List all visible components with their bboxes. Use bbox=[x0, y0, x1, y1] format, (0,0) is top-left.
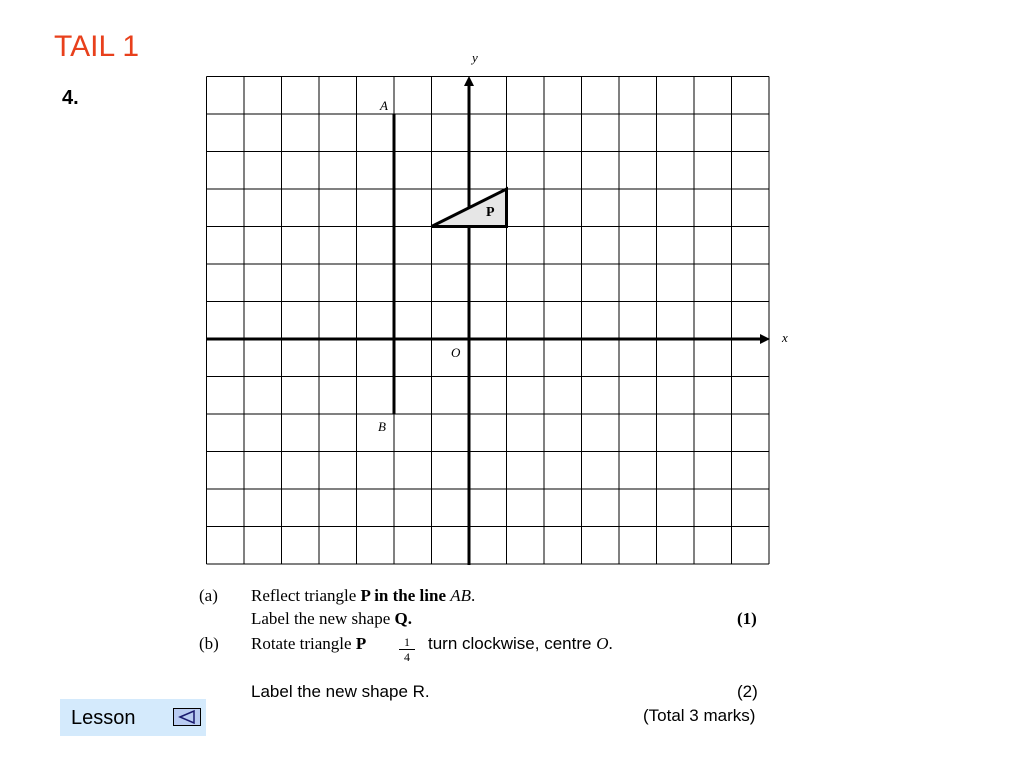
fraction-numerator: 1 bbox=[399, 635, 415, 650]
part-a-text-bold: P in the line bbox=[360, 586, 446, 605]
slide-title: TAIL 1 bbox=[54, 30, 140, 63]
x-axis-label: x bbox=[782, 330, 788, 345]
part-a-line2-plain: Label the new shape bbox=[251, 609, 395, 628]
part-b-marks: (2) bbox=[737, 682, 758, 701]
y-axis-label: y bbox=[472, 50, 478, 65]
question-number: 4. bbox=[62, 87, 79, 109]
point-a-label: A bbox=[380, 98, 388, 113]
part-b-text2-italic: O bbox=[596, 634, 609, 653]
back-button[interactable] bbox=[173, 708, 201, 726]
part-a-text-plain: Reflect triangle bbox=[251, 586, 361, 605]
triangle-left-icon bbox=[174, 709, 200, 725]
lesson-label: Lesson bbox=[71, 707, 136, 729]
quarter-fraction bbox=[399, 635, 415, 664]
part-a-line2-bold: Q. bbox=[394, 609, 412, 628]
origin-label: O bbox=[451, 345, 461, 360]
part-b-line2-emph: R. bbox=[412, 682, 430, 701]
triangle-p-label: P bbox=[486, 205, 495, 220]
part-b-text-bold: P bbox=[355, 634, 367, 653]
part-b-text2 bbox=[428, 634, 613, 654]
part-b-text bbox=[251, 634, 366, 654]
point-b-label: B bbox=[378, 419, 386, 434]
part-a-letter: (a) bbox=[199, 586, 218, 605]
part-a-line2 bbox=[251, 609, 412, 629]
part-b-line2 bbox=[251, 682, 430, 702]
part-a-text-italic: AB bbox=[450, 586, 472, 605]
part-a-text bbox=[251, 586, 475, 606]
grid-lines bbox=[207, 77, 770, 565]
part-b-letter: (b) bbox=[199, 634, 219, 653]
part-b-text2-plain: turn clockwise, centre bbox=[428, 634, 597, 653]
y-axis-arrow bbox=[464, 76, 474, 86]
total-marks: (Total 3 marks) bbox=[643, 706, 756, 725]
part-b-text-plain: Rotate triangle bbox=[251, 634, 356, 653]
fraction-denominator: 4 bbox=[404, 650, 410, 664]
part-b-line2-plain: Label the new shape bbox=[251, 682, 413, 701]
lesson-nav bbox=[60, 699, 206, 736]
part-a-marks: (1) bbox=[737, 609, 757, 628]
part-a-text-end: . bbox=[471, 586, 476, 605]
part-b-text2-end: . bbox=[608, 634, 613, 653]
